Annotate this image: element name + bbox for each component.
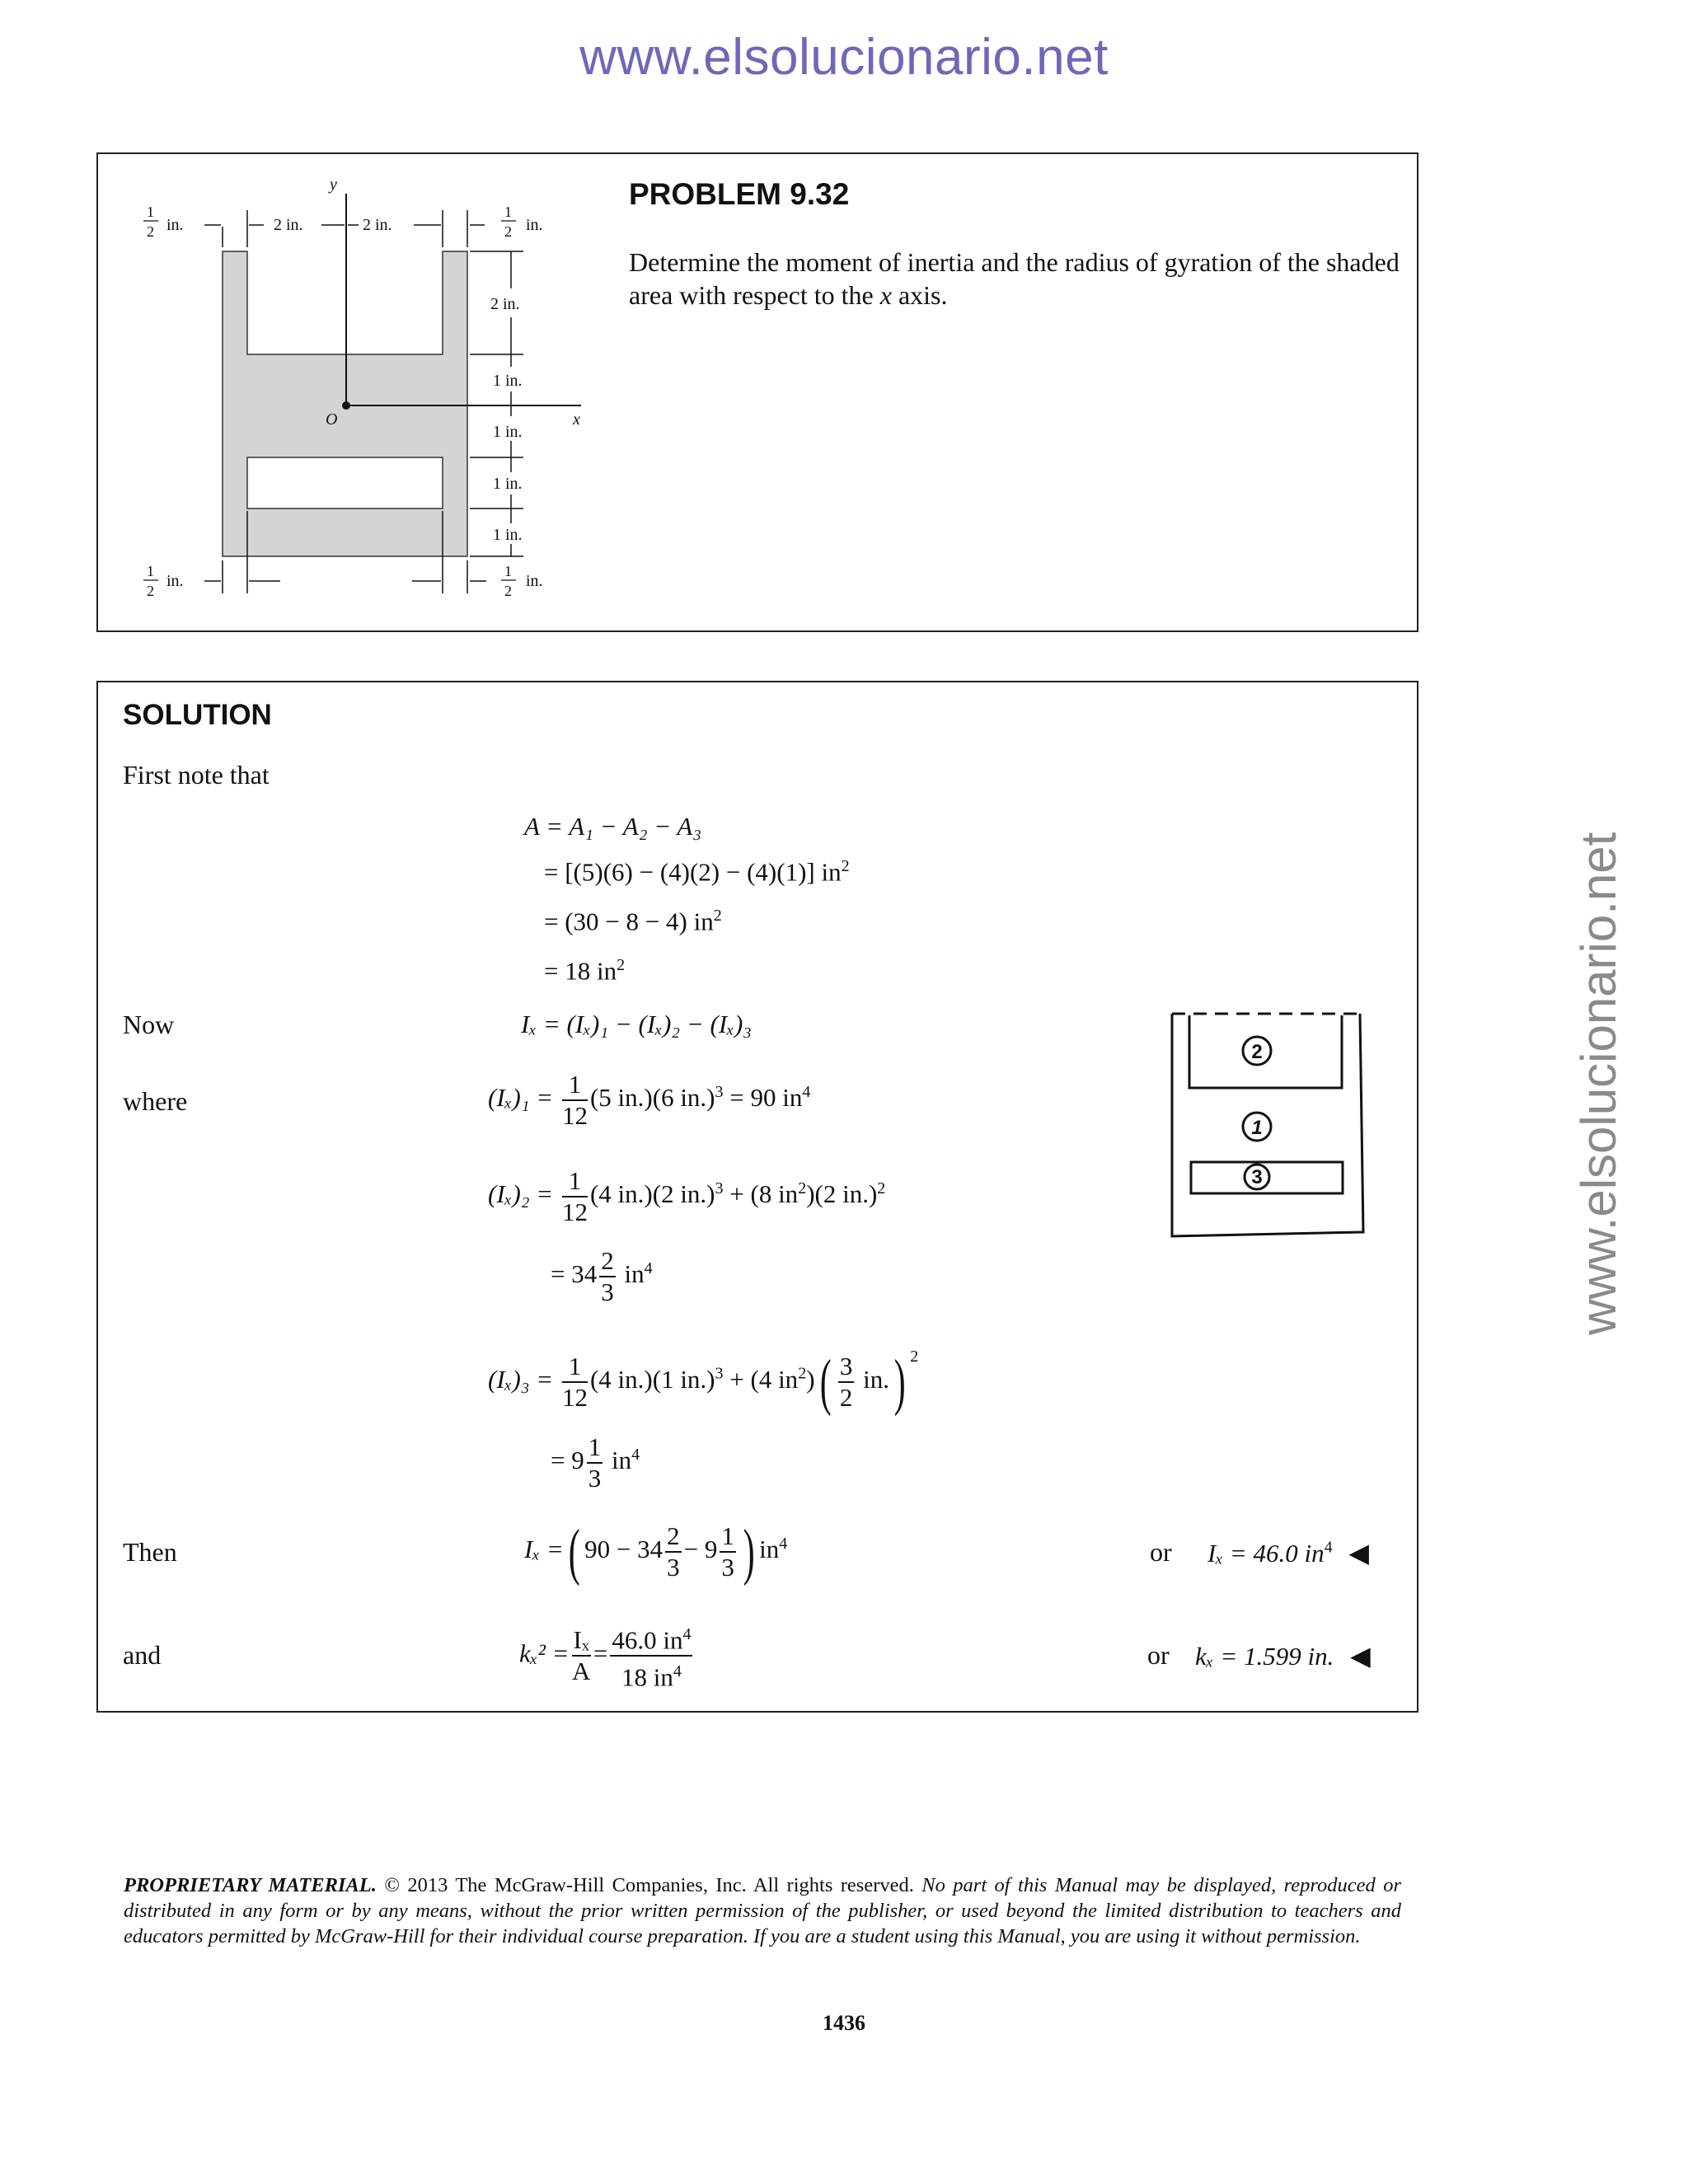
then-unit: in	[759, 1535, 780, 1564]
ix3-rhs-a: (4 in.)(1 in.)	[589, 1365, 715, 1394]
origin-label: O	[326, 410, 338, 429]
ix2-rhs-c: )(2 in.)	[806, 1179, 878, 1209]
watermark-top[interactable]: www.elsolucionario.net	[579, 29, 1109, 86]
kx-frac2-num	[610, 1619, 692, 1657]
then-close-paren: )	[743, 1517, 755, 1586]
statement-part1: Determine the moment of inertia and the radius of gyration of the shaded area with respect to the	[629, 247, 1400, 310]
ix2-result-whole: = 34	[551, 1259, 598, 1289]
ix2-frac-num: 1	[562, 1166, 588, 1197]
sketch-region-2	[1189, 1015, 1342, 1088]
eq-ix3-result	[551, 1432, 640, 1493]
sketch-label-1: 1	[1251, 1117, 1263, 1139]
result-kx-text: kₓ = 1.599 in.	[1195, 1642, 1334, 1671]
ix1-frac	[562, 1070, 588, 1131]
eq-ix3	[488, 1347, 919, 1417]
ix2-frac	[562, 1166, 588, 1227]
footer-notice	[124, 1872, 1401, 1949]
eq-area-2-exp: 2	[841, 857, 850, 875]
ix1-frac-num: 1	[562, 1070, 588, 1101]
ix3-exp3: 3	[715, 1364, 724, 1383]
result-ix-text: Iₓ = 46.0 in	[1207, 1539, 1325, 1568]
ix3-frac2-num: 3	[838, 1352, 855, 1383]
dim-bottom-left: in.	[166, 572, 184, 590]
dim-right-2in: 2 in.	[490, 295, 520, 313]
kx-lhs: kₓ² =	[519, 1638, 570, 1668]
eq-ix2-result	[551, 1246, 653, 1307]
or-label-2: or	[1147, 1640, 1170, 1670]
ix2-lhs: (Iₓ)₂ =	[488, 1179, 554, 1209]
kx-frac2	[610, 1619, 692, 1693]
top-dimensions	[204, 210, 485, 247]
eq-area-1-text: A = A₁ − A₂ − A₃	[524, 812, 702, 841]
ix2-result-exp: 4	[644, 1258, 653, 1277]
kx-num2: 46.0 in	[612, 1625, 683, 1655]
eq-area-2	[544, 857, 850, 887]
ix3-close-paren: )	[893, 1347, 906, 1417]
ix1-rhs-a: (5 in.)(6 in.)	[589, 1083, 715, 1113]
kx-frac1-den: A	[572, 1657, 591, 1686]
ix3-result-den: 3	[588, 1464, 602, 1493]
ix1-exp4: 4	[802, 1082, 811, 1101]
footer-italic: No part of this Manual may be displayed, reproduced or distributed in any form or by any means, without the prior written permission of the publisher, or used beyond the limited distribution to teachers and educators permitted by McGraw-Hill for their individual course preparation. If you are a student using this Manual, you are using it without permission.	[124, 1874, 1401, 1947]
then-frac2-num: 1	[720, 1521, 736, 1553]
then-frac2	[720, 1521, 736, 1582]
statement-part2: axis.	[891, 280, 948, 310]
then-label: Then	[123, 1537, 177, 1567]
page-number: 1436	[823, 2011, 865, 2035]
ix2-rhs-a: (4 in.)(2 in.)	[589, 1179, 715, 1209]
sketch-label-3: 3	[1251, 1166, 1263, 1188]
dim-right-1in-a: 1 in.	[493, 372, 523, 390]
ix3-exp2: 2	[798, 1364, 807, 1383]
watermark-side: www.elsolucionario.net	[1571, 832, 1626, 1335]
area-sketch	[1162, 1010, 1376, 1249]
dim-right-1in-b: 1 in.	[493, 423, 523, 441]
ix2-result-den: 3	[601, 1277, 614, 1306]
solution-title: SOLUTION	[123, 699, 272, 731]
dim-br-num: 1	[504, 563, 512, 579]
dim-tr-num: 1	[504, 204, 512, 220]
dim-bl-num: 1	[147, 563, 154, 579]
dim-tl-den: 2	[147, 223, 154, 240]
ix3-frac2	[838, 1352, 855, 1413]
solution-intro: First note that	[123, 760, 270, 790]
ix3-result-whole: = 9	[551, 1446, 584, 1475]
ix1-exp3: 3	[715, 1082, 724, 1101]
eq-area-4-exp: 2	[617, 956, 626, 974]
statement-var: x	[879, 280, 892, 310]
kx-frac2-den	[610, 1657, 692, 1692]
dim-top-right: in.	[526, 216, 543, 234]
ix3-frac-num: 1	[562, 1352, 588, 1383]
ix3-rhs-c: )	[806, 1365, 815, 1394]
kx-frac1	[572, 1625, 591, 1686]
x-axis-label: x	[573, 410, 580, 429]
eq-area-3-text: = (30 − 8 − 4) in	[544, 907, 714, 936]
eq-kx: kₓ² = $\frac{\text{Iₓ}}{A}$ = $\frac{46.0 in^4}{18 in^4}$	[519, 1619, 695, 1693]
then-frac2-den: 3	[721, 1553, 734, 1582]
eq-area-1	[524, 812, 701, 841]
ix3-lhs: (Iₓ)₃ =	[488, 1365, 554, 1394]
ix2-result-num: 2	[599, 1246, 616, 1277]
result-ix	[1207, 1537, 1369, 1568]
dim-tr-den: 2	[504, 223, 512, 240]
footer-bold: PROPRIETARY MATERIAL.	[124, 1874, 377, 1896]
result-kx	[1195, 1640, 1371, 1671]
kx-den2: 18 in	[621, 1662, 673, 1692]
ix1-frac-den: 12	[561, 1101, 588, 1130]
ix3-frac2-den: 2	[839, 1382, 853, 1412]
ix3-result-exp: 4	[631, 1445, 640, 1464]
ix3-open-paren: (	[819, 1347, 832, 1417]
dim-bl-den: 2	[147, 583, 154, 599]
ix2-result-frac	[599, 1246, 616, 1307]
ix2-result-unit: in	[624, 1259, 645, 1289]
ix1-lhs: (Iₓ)₁ =	[488, 1083, 554, 1113]
eq-area-3-exp: 2	[713, 907, 722, 925]
ix3-result-frac	[587, 1432, 603, 1493]
dim-right-1in-c: 1 in.	[493, 475, 523, 493]
ix3-rhs-d: in.	[863, 1365, 889, 1394]
then-frac1-num: 2	[665, 1521, 682, 1553]
ix3-result-unit: in	[611, 1446, 632, 1475]
eq-area-3	[544, 907, 722, 936]
footer-copyright: © 2013 The McGraw-Hill Companies, Inc. All rights reserved.	[376, 1874, 922, 1896]
ix2-exp3: 3	[715, 1179, 724, 1197]
dim-top-2a: 2 in.	[274, 216, 303, 234]
dim-br-den: 2	[504, 583, 512, 599]
eq-ix2	[488, 1166, 885, 1227]
kx-frac1-num: Iₓ	[572, 1625, 591, 1657]
then-exp: 4	[779, 1534, 788, 1553]
problem-title: PROBLEM 9.32	[629, 177, 850, 211]
eq-area-2-text: = [(5)(6) − (4)(2) − (4)(1)] in	[544, 857, 842, 887]
ix2-frac-den: 12	[561, 1197, 588, 1226]
problem-figure	[124, 169, 602, 622]
now-label: Now	[123, 1010, 175, 1039]
then-open-paren: (	[568, 1517, 580, 1586]
ix1-rhs-b: = 90 in	[729, 1083, 803, 1113]
and-label: and	[123, 1640, 162, 1670]
kx-num2-exp: 4	[682, 1625, 692, 1643]
result-ix-marker: ◀	[1348, 1538, 1370, 1568]
ix3-result-num: 1	[587, 1432, 603, 1464]
ix3-exp2b: 2	[910, 1347, 919, 1366]
ix2-exp2a: 2	[798, 1179, 807, 1197]
dim-top-left: in.	[166, 216, 184, 234]
then-frac1	[665, 1521, 682, 1582]
ix3-rhs-b: + (4 in	[729, 1365, 799, 1394]
eq-then	[524, 1517, 788, 1586]
origin-point	[342, 401, 350, 410]
eq-area-4-text: = 18 in	[544, 956, 617, 986]
eq-ix1	[488, 1070, 810, 1131]
ix2-exp2b: 2	[877, 1179, 886, 1197]
ix2-rhs-b: + (8 in	[729, 1179, 799, 1209]
sketch-outline	[1172, 1014, 1363, 1236]
dim-right-1in-d: 1 in.	[493, 526, 523, 544]
problem-statement	[629, 246, 1404, 312]
dim-bottom-right: in.	[526, 572, 543, 590]
ix3-frac	[562, 1352, 588, 1413]
then-b: − 9	[683, 1535, 718, 1564]
ix3-frac-den: 12	[561, 1382, 588, 1412]
dim-top-2b: 2 in.	[363, 216, 392, 234]
dim-tl-num: 1	[147, 204, 154, 220]
then-a: 90 − 34	[584, 1535, 663, 1564]
eq-ix	[521, 1010, 752, 1039]
eq-area-4	[544, 956, 625, 986]
sketch-region-3	[1191, 1162, 1343, 1193]
then-frac1-den: 3	[667, 1553, 680, 1582]
where-label: where	[123, 1086, 188, 1116]
then-lhs: Iₓ =	[524, 1535, 564, 1564]
y-axis-label: y	[330, 176, 337, 194]
result-ix-exp: 4	[1324, 1538, 1333, 1557]
eq-ix-text: Iₓ = (Iₓ)₁ − (Iₓ)₂ − (Iₓ)₃	[521, 1010, 753, 1038]
result-kx-marker: ◀	[1350, 1641, 1371, 1671]
kx-den2-exp: 4	[673, 1662, 682, 1681]
sketch-label-2: 2	[1251, 1041, 1263, 1063]
or-label-1: or	[1150, 1537, 1172, 1567]
